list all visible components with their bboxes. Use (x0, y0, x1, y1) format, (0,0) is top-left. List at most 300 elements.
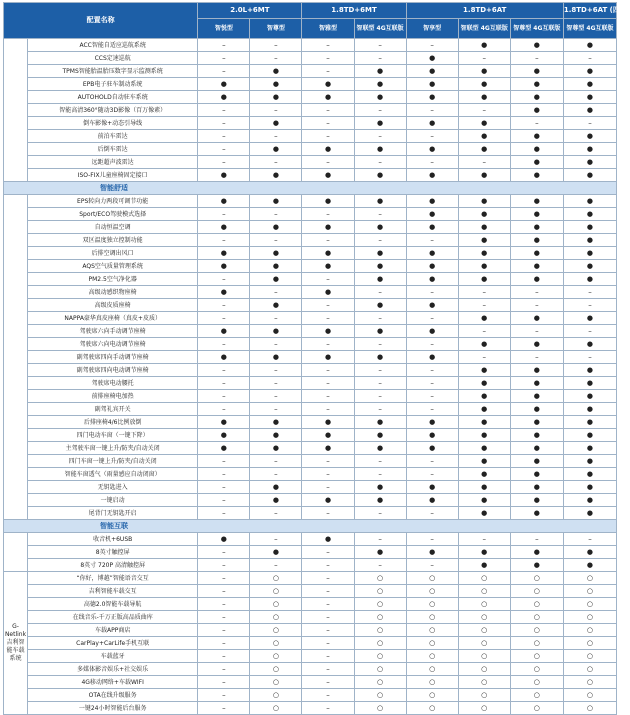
feature-value: – (198, 663, 250, 676)
feature-value: – (250, 468, 302, 481)
feature-value: – (302, 650, 354, 663)
feature-value: ● (563, 494, 616, 507)
feature-value: ● (354, 221, 406, 234)
feature-value: – (510, 299, 563, 312)
table-row (4, 546, 617, 559)
feature-value: ○ (510, 663, 563, 676)
feature-value: ● (406, 325, 458, 338)
feature-value: ● (250, 65, 302, 78)
feature-value: – (198, 390, 250, 403)
group-header: 1.8TD+6MT (302, 3, 406, 19)
table-row (4, 351, 617, 364)
feature-value: ● (354, 429, 406, 442)
feature-value: ● (458, 78, 510, 91)
table-row (4, 585, 617, 598)
feature-value: – (302, 312, 354, 325)
category-cell (4, 533, 28, 572)
table-row (4, 117, 617, 130)
feature-value: ● (510, 65, 563, 78)
feature-value: – (406, 559, 458, 572)
feature-value: ● (302, 169, 354, 182)
table-row (4, 273, 617, 286)
feature-value: ● (354, 117, 406, 130)
feature-value: ● (302, 442, 354, 455)
feature-value: – (198, 559, 250, 572)
feature-value: ○ (458, 624, 510, 637)
feature-value: ● (510, 273, 563, 286)
feature-value: ○ (250, 650, 302, 663)
feature-name: 高德2.0智能车载导航 (28, 598, 198, 611)
feature-value: ● (563, 403, 616, 416)
feature-name: 高级动感织物座椅 (28, 286, 198, 299)
feature-value: ● (510, 234, 563, 247)
feature-value: ○ (458, 663, 510, 676)
feature-value: ● (198, 91, 250, 104)
feature-value: ● (458, 338, 510, 351)
group-header: 2.0L+6MT (198, 3, 302, 19)
feature-value: ● (406, 351, 458, 364)
feature-value: ● (563, 78, 616, 91)
feature-value: ○ (510, 598, 563, 611)
feature-value: – (250, 156, 302, 169)
feature-value: – (198, 507, 250, 520)
feature-value: ○ (250, 624, 302, 637)
category-cell: G-Netlink 吉利智能车载系统 (4, 572, 28, 715)
feature-value: ○ (563, 585, 616, 598)
feature-value: – (250, 39, 302, 52)
feature-value: ● (406, 65, 458, 78)
feature-value: ○ (458, 689, 510, 702)
feature-value: – (198, 52, 250, 65)
feature-value: ● (250, 260, 302, 273)
table-row (4, 429, 617, 442)
table-row (4, 143, 617, 156)
feature-value: ● (563, 104, 616, 117)
feature-value: ● (250, 494, 302, 507)
feature-value: ○ (510, 624, 563, 637)
feature-value: – (354, 286, 406, 299)
feature-name: 智能高清360°随动3D影像（百万像素） (28, 104, 198, 117)
feature-value: ● (406, 442, 458, 455)
feature-value: – (563, 117, 616, 130)
feature-name: 后排座椅4/6比例放倒 (28, 416, 198, 429)
feature-name: 前排座椅电加热 (28, 390, 198, 403)
section-title: 智能舒适 (4, 182, 617, 195)
feature-value: – (302, 663, 354, 676)
feature-value: ● (198, 533, 250, 546)
feature-value: ● (458, 39, 510, 52)
feature-name: 自动恒温空调 (28, 221, 198, 234)
feature-value: ● (250, 351, 302, 364)
feature-name: 收音机+6USB (28, 533, 198, 546)
group-header: 1.8TD+6AT (406, 3, 563, 19)
feature-value: ● (406, 273, 458, 286)
feature-name: 车载APP商店 (28, 624, 198, 637)
feature-value: ○ (406, 702, 458, 715)
trim-header: 智联型 4G互联版 (458, 19, 510, 39)
feature-value: – (406, 312, 458, 325)
table-row (4, 559, 617, 572)
feature-name: CarPlay+CarLife手机互联 (28, 637, 198, 650)
feature-name: 8英寸 720P 高清触控屏 (28, 559, 198, 572)
feature-name: 四门车窗一键上升/防夹/自动关闭 (28, 455, 198, 468)
feature-name: 无钥匙进入 (28, 481, 198, 494)
table-row (4, 637, 617, 650)
feature-value: – (302, 156, 354, 169)
feature-value: – (510, 325, 563, 338)
feature-value: ○ (354, 611, 406, 624)
feature-value: ○ (406, 585, 458, 598)
feature-value: ● (250, 195, 302, 208)
feature-name: 驾驶席六向手动调节座椅 (28, 325, 198, 338)
feature-name: 车载蓝牙 (28, 650, 198, 663)
feature-value: ○ (406, 598, 458, 611)
feature-value: ● (510, 429, 563, 442)
feature-value: – (198, 689, 250, 702)
feature-value: – (302, 689, 354, 702)
feature-value: ● (302, 221, 354, 234)
feature-value: ○ (354, 689, 406, 702)
table-row (4, 689, 617, 702)
feature-value: ● (458, 559, 510, 572)
feature-value: – (198, 273, 250, 286)
feature-value: ● (354, 169, 406, 182)
config-name-header: 配置名称 (4, 3, 198, 39)
table-row (4, 39, 617, 52)
feature-name: 尾背门无钥匙开启 (28, 507, 198, 520)
feature-value: – (510, 286, 563, 299)
feature-value: ○ (563, 650, 616, 663)
feature-value: ○ (563, 676, 616, 689)
feature-value: ● (510, 442, 563, 455)
feature-value: – (406, 390, 458, 403)
feature-name: Sport/ECO驾驶模式选择 (28, 208, 198, 221)
feature-value: – (250, 455, 302, 468)
feature-value: – (302, 234, 354, 247)
feature-value: – (250, 312, 302, 325)
feature-value: – (563, 533, 616, 546)
feature-name: AQS空气质量管理系统 (28, 260, 198, 273)
feature-value: ● (406, 260, 458, 273)
table-row (4, 195, 617, 208)
table-row (4, 247, 617, 260)
feature-value: ○ (250, 663, 302, 676)
feature-value: ● (302, 494, 354, 507)
feature-value: – (250, 533, 302, 546)
feature-value: ● (563, 390, 616, 403)
feature-value: – (198, 546, 250, 559)
feature-value: ○ (354, 585, 406, 598)
feature-value: ● (250, 299, 302, 312)
feature-name: ACC智能自适应巡航系统 (28, 39, 198, 52)
feature-value: – (250, 234, 302, 247)
feature-value: ○ (354, 663, 406, 676)
feature-value: – (354, 338, 406, 351)
feature-value: – (302, 364, 354, 377)
feature-value: – (250, 104, 302, 117)
feature-value: ● (250, 78, 302, 91)
feature-value: ● (198, 351, 250, 364)
feature-value: – (458, 286, 510, 299)
feature-value: – (563, 299, 616, 312)
feature-value: ● (563, 130, 616, 143)
feature-value: ○ (250, 598, 302, 611)
feature-value: ○ (406, 663, 458, 676)
feature-value: ● (302, 533, 354, 546)
feature-value: – (198, 650, 250, 663)
feature-value: ● (406, 208, 458, 221)
feature-value: ○ (510, 585, 563, 598)
feature-value: – (198, 481, 250, 494)
feature-value: ○ (510, 676, 563, 689)
feature-value: ○ (354, 702, 406, 715)
feature-value: ● (354, 91, 406, 104)
feature-value: ● (510, 455, 563, 468)
feature-value: – (198, 637, 250, 650)
feature-value: ● (354, 325, 406, 338)
feature-value: – (458, 52, 510, 65)
table-row (4, 403, 617, 416)
feature-name: 8英寸触控屏 (28, 546, 198, 559)
table-row (4, 65, 617, 78)
feature-value: ● (250, 247, 302, 260)
feature-value: ● (354, 78, 406, 91)
feature-value: – (198, 702, 250, 715)
feature-value: ● (302, 260, 354, 273)
feature-value: ○ (458, 585, 510, 598)
feature-value: ○ (250, 676, 302, 689)
table-row (4, 676, 617, 689)
feature-name: 倒车影像+动态引导线 (28, 117, 198, 130)
feature-value: ● (510, 312, 563, 325)
feature-value: – (250, 52, 302, 65)
table-row (4, 260, 617, 273)
section-header-row (4, 520, 617, 533)
trim-header: 智联型 4G互联版 (354, 19, 406, 39)
feature-value: ○ (406, 676, 458, 689)
feature-name: 驾驶席电动腰托 (28, 377, 198, 390)
feature-value: ● (563, 481, 616, 494)
table-row (4, 78, 617, 91)
feature-value: ● (198, 247, 250, 260)
feature-value: ○ (406, 611, 458, 624)
feature-value: – (198, 403, 250, 416)
feature-value: ● (510, 195, 563, 208)
feature-value: – (302, 559, 354, 572)
feature-value: ○ (406, 689, 458, 702)
feature-value: ● (563, 338, 616, 351)
feature-value: ○ (354, 572, 406, 585)
table-row (4, 169, 617, 182)
feature-name: 一键启动 (28, 494, 198, 507)
feature-value: ● (563, 234, 616, 247)
feature-name: 副驾驶席四向电动调节座椅 (28, 364, 198, 377)
feature-value: ○ (250, 637, 302, 650)
feature-value: – (302, 299, 354, 312)
table-row (4, 104, 617, 117)
feature-value: ● (198, 221, 250, 234)
feature-value: ● (458, 247, 510, 260)
feature-value: – (354, 403, 406, 416)
feature-value: ● (354, 546, 406, 559)
feature-value: ○ (250, 689, 302, 702)
feature-value: ● (250, 221, 302, 234)
feature-value: ● (458, 273, 510, 286)
feature-value: ● (563, 468, 616, 481)
table-row (4, 390, 617, 403)
feature-value: ● (563, 143, 616, 156)
feature-value: ● (563, 195, 616, 208)
table-row (4, 364, 617, 377)
feature-value: – (198, 338, 250, 351)
trim-header: 智尊型 4G互联版 (563, 19, 616, 39)
feature-value: ● (458, 364, 510, 377)
feature-value: ● (354, 442, 406, 455)
feature-value: ○ (510, 637, 563, 650)
table-row (4, 325, 617, 338)
feature-name: 后排空调出风口 (28, 247, 198, 260)
feature-value: – (302, 52, 354, 65)
feature-value: ○ (563, 572, 616, 585)
feature-value: – (198, 130, 250, 143)
feature-name: NAPPA豪华真皮座椅（真皮+皮质） (28, 312, 198, 325)
feature-value: ● (406, 416, 458, 429)
feature-value: – (354, 156, 406, 169)
table-row (4, 455, 617, 468)
feature-value: ● (354, 247, 406, 260)
feature-value: ● (406, 169, 458, 182)
feature-value: – (302, 39, 354, 52)
feature-value: ● (406, 429, 458, 442)
feature-name: 远距超声波雷达 (28, 156, 198, 169)
feature-value: – (302, 273, 354, 286)
feature-value: – (250, 390, 302, 403)
feature-value: – (354, 234, 406, 247)
feature-value: ● (458, 221, 510, 234)
feature-value: – (198, 143, 250, 156)
feature-value: ● (354, 65, 406, 78)
feature-value: ● (458, 455, 510, 468)
feature-value: ● (510, 416, 563, 429)
feature-value: ● (563, 65, 616, 78)
table-row (4, 663, 617, 676)
spec-table (3, 2, 630, 715)
feature-value: ● (302, 429, 354, 442)
feature-value: ● (198, 78, 250, 91)
feature-value: – (406, 507, 458, 520)
feature-value: ● (563, 507, 616, 520)
table-row (4, 650, 617, 663)
feature-value: ● (563, 91, 616, 104)
feature-value: ● (458, 403, 510, 416)
feature-value: – (250, 338, 302, 351)
feature-value: – (302, 507, 354, 520)
feature-value: ● (302, 325, 354, 338)
feature-value: ● (354, 416, 406, 429)
feature-value: ● (406, 91, 458, 104)
feature-value: ● (563, 377, 616, 390)
feature-value: ● (563, 455, 616, 468)
feature-value: ● (250, 416, 302, 429)
feature-value: ● (458, 91, 510, 104)
feature-value: – (302, 585, 354, 598)
feature-value: ● (302, 351, 354, 364)
feature-value: ● (510, 468, 563, 481)
feature-value: ● (354, 351, 406, 364)
feature-value: ● (458, 260, 510, 273)
feature-value: ● (510, 156, 563, 169)
feature-value: ○ (354, 650, 406, 663)
feature-value: ○ (458, 702, 510, 715)
feature-value: ● (458, 468, 510, 481)
feature-value: – (563, 351, 616, 364)
feature-value: ● (510, 377, 563, 390)
feature-value: – (198, 234, 250, 247)
feature-value: ● (250, 442, 302, 455)
feature-name: 副驾驶席四向手动调节座椅 (28, 351, 198, 364)
feature-value: ● (510, 546, 563, 559)
feature-value: – (198, 676, 250, 689)
feature-value: – (302, 598, 354, 611)
feature-value: ○ (563, 663, 616, 676)
feature-value: ● (354, 299, 406, 312)
feature-value: – (250, 364, 302, 377)
feature-value: ● (458, 195, 510, 208)
category-cell (4, 39, 28, 182)
feature-name: 驾驶席六向电动调节座椅 (28, 338, 198, 351)
feature-value: ○ (563, 702, 616, 715)
feature-value: – (198, 39, 250, 52)
feature-value: – (198, 208, 250, 221)
feature-value: ● (458, 377, 510, 390)
feature-value: ● (563, 169, 616, 182)
feature-value: – (198, 455, 250, 468)
feature-value: – (406, 377, 458, 390)
feature-name: 多媒体影音娱乐+社交娱乐 (28, 663, 198, 676)
feature-name: 智能车窗透气（雨量感应自动闭窗） (28, 468, 198, 481)
feature-value: – (302, 611, 354, 624)
feature-value: – (354, 507, 406, 520)
feature-value: – (354, 130, 406, 143)
feature-value: ○ (354, 598, 406, 611)
feature-value: – (354, 377, 406, 390)
feature-value: – (354, 364, 406, 377)
feature-value: ● (302, 78, 354, 91)
feature-value: – (406, 234, 458, 247)
feature-value: – (406, 533, 458, 546)
feature-value: ● (354, 143, 406, 156)
feature-value: ● (563, 208, 616, 221)
feature-value: ● (458, 494, 510, 507)
table-row (4, 442, 617, 455)
feature-value: – (250, 377, 302, 390)
feature-value: ○ (458, 650, 510, 663)
feature-value: ● (250, 91, 302, 104)
trim-header: 智享型 (406, 19, 458, 39)
feature-name: 在线音乐-千万正版高品质曲库 (28, 611, 198, 624)
feature-value: – (302, 130, 354, 143)
feature-name: EPS转向力两段可调节功能 (28, 195, 198, 208)
feature-value: ● (510, 507, 563, 520)
feature-value: – (302, 637, 354, 650)
feature-value: – (250, 208, 302, 221)
feature-value: ● (250, 117, 302, 130)
trim-header: 智尊型 4G互联版 (510, 19, 563, 39)
feature-value: ● (458, 208, 510, 221)
feature-value: ○ (510, 702, 563, 715)
feature-value: ● (250, 429, 302, 442)
feature-value: – (302, 676, 354, 689)
